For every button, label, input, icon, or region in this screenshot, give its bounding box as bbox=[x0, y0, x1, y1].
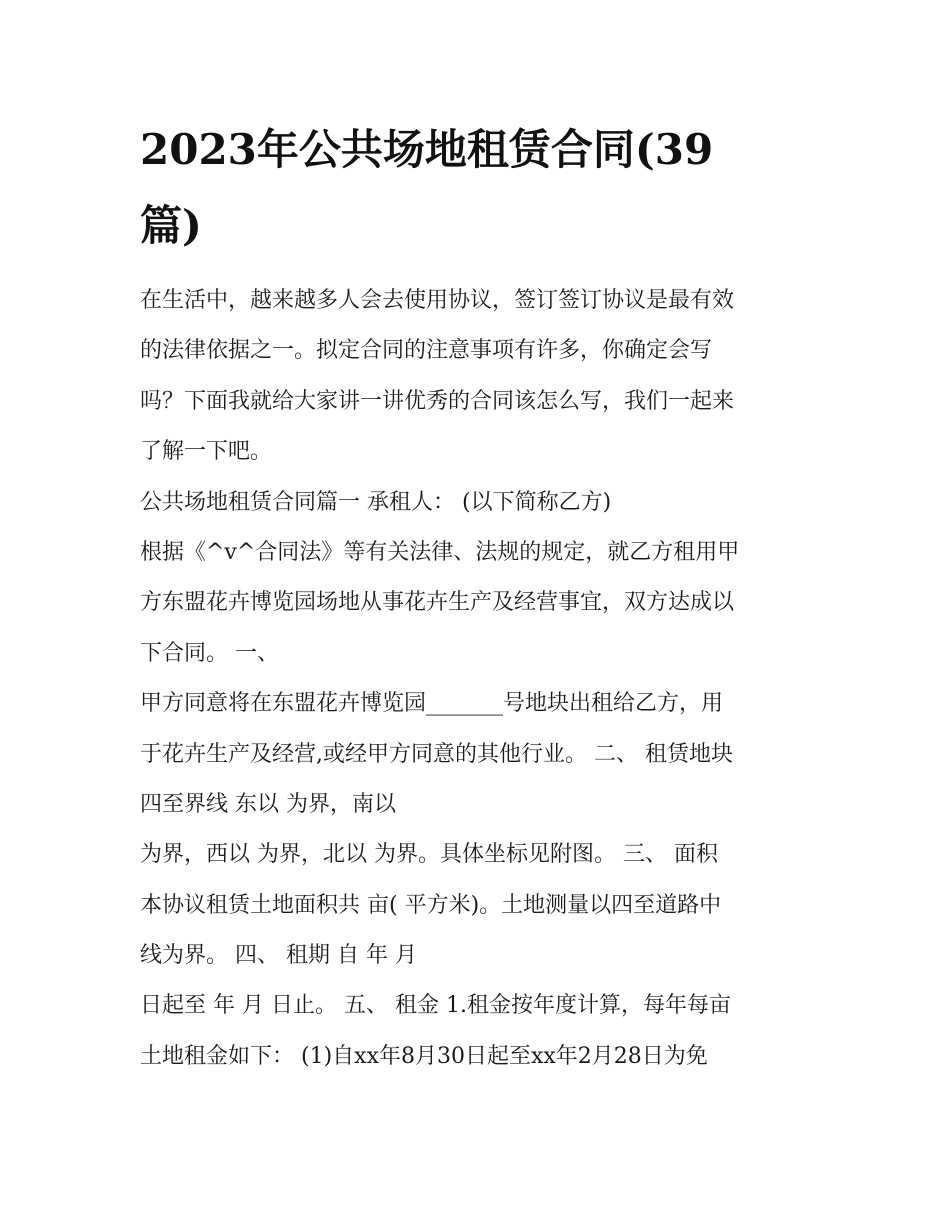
body-line: 方东盟花卉博览园场地从事花卉生产及经营事宜，双方达成以 bbox=[140, 590, 735, 616]
title-line: 2023年公共场地租赁合同(39 bbox=[140, 125, 714, 174]
body-line: 公共场地租赁合同篇一 承租人： (以下简称乙方) bbox=[140, 489, 612, 515]
body-line: 为界，西以 为界，北以 为界。具体坐标见附图。 三、 面积 bbox=[140, 842, 718, 868]
document-body bbox=[140, 276, 820, 1082]
body-line: 在生活中，越来越多人会去使用协议，签订签订协议是最有效 bbox=[140, 288, 735, 313]
body-line: 根据《^v^合同法》等有关法律、法规的规定，就乙方租用甲 bbox=[140, 539, 740, 565]
body-line: 了解一下吧。 bbox=[140, 439, 273, 465]
title-line: 篇) bbox=[140, 201, 202, 250]
body-line: 吗？下面我就给大家讲一讲优秀的合同该怎么写，我们一起来 bbox=[140, 388, 735, 414]
body-line: 线为界。 四、 租期 自 年 月 bbox=[140, 943, 417, 969]
body-line: 日起至 年 月 日止。 五、 租金 1.租金按年度计算，每年每亩 bbox=[140, 993, 731, 1019]
body-line: 下合同。 一、 bbox=[140, 640, 279, 666]
body-line: 四至界线 东以 为界，南以 bbox=[140, 791, 396, 817]
body-line: 土地租金如下： (1)自xx年8月30日起至xx年2月28日为免 bbox=[140, 1043, 708, 1069]
body-line: 甲方同意将在东盟花卉博览园_______号地块出租给乙方，用 bbox=[140, 691, 724, 717]
document-title bbox=[140, 112, 820, 264]
body-line: 本协议租赁土地面积共 亩( 平方米)。土地测量以四至道路中 bbox=[140, 892, 722, 918]
body-line: 的法律依据之一。拟定合同的注意事项有许多，你确定会写 bbox=[140, 338, 713, 364]
body-line: 于花卉生产及经营,或经甲方同意的其他行业。 二、 租赁地块 bbox=[140, 741, 733, 767]
